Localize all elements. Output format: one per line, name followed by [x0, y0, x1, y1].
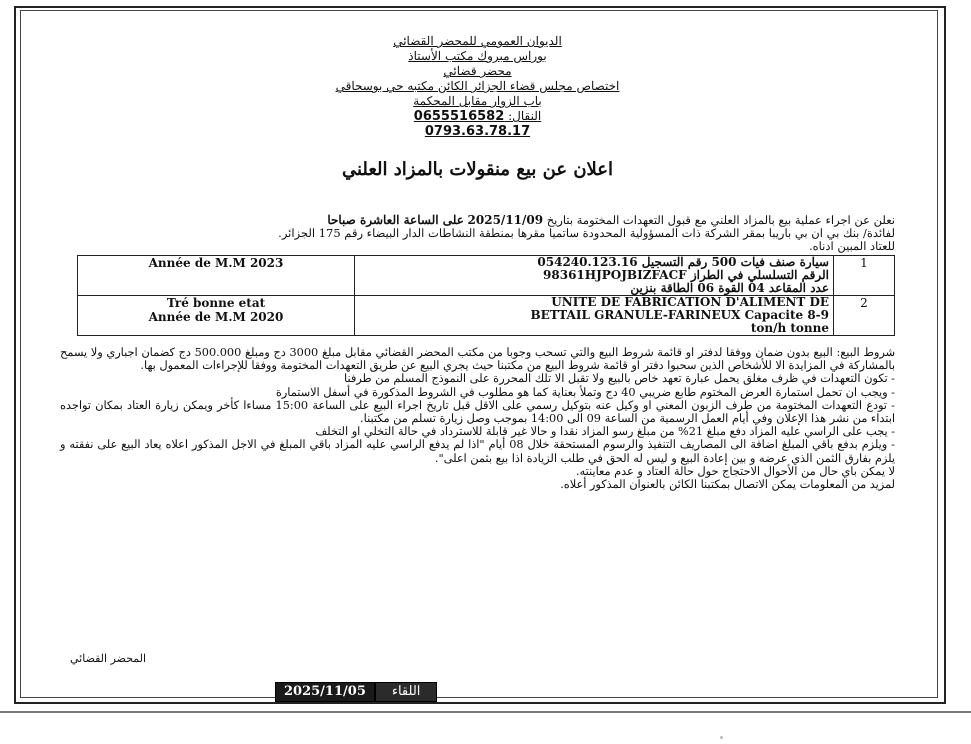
- sale-conditions: [60, 346, 895, 491]
- item-info-line: Tré bonne etat: [166, 296, 266, 310]
- item-desc-line: عدد المقاعد 04 القوة 06 الطاقة بنزين: [630, 281, 829, 295]
- scan-speck: [720, 736, 723, 739]
- intro-beneficiary: لفائدة/ بنك بي ان بي باريبا بمقر الشركة ذات المسؤولية المحدودة ساتميا مقرها بمنطقة النشاطات الدار البيضاء رقم 175 الجزائر.: [278, 226, 895, 240]
- footer-label: اللقاء: [375, 682, 438, 702]
- condition-paragraph: - تودع التعهدات المختومة من طرف الزبون المعني او وكيل عنه بتوكيل رسمي على الاقل قبل تاريخ اجراء البيع على الساعة 15:00 مساءا كأخر ويمكن زيارة العتاد بمكان تواجده ابتداء من نشر هذا الإعلان وفي أيام العمل الرسمية من الساعة 09 الى 14:00 بموجب وصل زيارة تسلم من مكتبنا.: [60, 398, 895, 426]
- item-desc-line: BETTAIL GRANULE-FARINEUX Capacite 8-9: [530, 308, 829, 322]
- table-row: [78, 256, 895, 296]
- item-info-line: Année de M.M 2023: [148, 256, 284, 270]
- item-desc-line: ton/h tonne: [750, 321, 829, 335]
- footer-date: 2025/11/05: [275, 682, 375, 702]
- item-info: [78, 256, 355, 296]
- header-line-office: الديوان العمومي للمحضر القضائي: [393, 34, 562, 48]
- item-info: [78, 296, 355, 336]
- intro-text-before-date: نعلن عن اجراء عملية بيع بالمزاد العلني مع قبول التعهدات المختومة بتاريخ: [546, 213, 895, 227]
- item-desc-line: سيارة صنف فيات 500 رقم التسجيل 054240.123.16: [537, 255, 829, 269]
- phone-label: النقال:: [508, 109, 542, 123]
- office-header: [60, 34, 895, 139]
- condition-paragraph: - ويجب ان تحمل استمارة العرض المختوم طابع ضريبي 40 دج وتملأ بعناية كما هو مطلوب في الشروط المذكورة في أسفل الاستمارة: [275, 385, 895, 399]
- bottom-divider: [0, 711, 971, 713]
- condition-paragraph: لمزيد من المعلومات يمكن الاتصال بمكتبنا الكائن بالعنوان المذكور أعلاه.: [560, 478, 895, 492]
- table-row: [78, 296, 895, 336]
- item-desc-line: UNITE DE FABRICATION D'ALIMENT DE: [551, 295, 829, 309]
- header-line-title: محضر قضائي: [443, 64, 512, 78]
- bailiff-signature: المحضر القضائي: [70, 652, 147, 665]
- item-index: 2: [834, 296, 895, 336]
- header-line-address: باب الزوار مقابل المحكمة: [413, 94, 542, 108]
- phone-number-2: 0793.63.78.17: [424, 124, 531, 139]
- item-info-line: Année de M.M 2020: [148, 310, 284, 324]
- item-index: 1: [834, 256, 895, 296]
- condition-paragraph: لا يمكن باي حال من الأحوال الاحتجاج حول حالة العتاد و عدم معاينته.: [575, 464, 895, 478]
- item-description: [355, 256, 834, 296]
- condition-paragraph: - تكون التعهدات في ظرف مغلق يحمل عبارة تعهد خاص بالبيع ولا تقبل الا تلك المحررة على النموذج المسلم من طرفنا: [344, 372, 895, 386]
- intro-text-after-date: على الساعة العاشرة صباحا: [327, 213, 464, 227]
- items-table: [77, 255, 895, 336]
- intro-paragraph: [60, 214, 895, 253]
- footer-bar: [275, 682, 441, 702]
- item-desc-line: الرقم التسلسلي في الطراز 98361HJPOJBIZFACF: [543, 268, 829, 282]
- header-phone-line: [60, 109, 895, 124]
- announcement-page: [60, 34, 895, 491]
- sale-date: 2025/11/09: [467, 213, 544, 227]
- item-description: [355, 296, 834, 336]
- intro-equipment-note: للعتاد المبين ادناه.: [808, 239, 895, 253]
- announcement-title: اعلان عن بيع منقولات بالمزاد العلني: [341, 159, 614, 180]
- header-line-jurisdiction: اختصاص مجلس قضاء الجزائر الكائن مكتبه حي بوسحاقي: [335, 79, 620, 93]
- phone-number-1: 0655516582: [413, 109, 505, 124]
- header-line-name: بوراس مبروك مكتب الأستاذ: [408, 49, 547, 63]
- condition-paragraph: - يجب على الراسي عليه المزاد دفع مبلغ 21% من مبلغ رسو المزاد نقدا و حالا غير قابلة للاسترداد في حالة التخلي او التخلف: [315, 425, 895, 439]
- condition-paragraph: شروط البيع: البيع بدون ضمان ووفقا لدفتر او قائمة شروط البيع والتي تسحب وجوبا من مكتب المحضر القضائي مقابل مبلغ 3000 دج ومبلغ 500.000 دج كضمان اجباري ولا يسمح بالمشاركة في المزايدة الا للأشخاص الذين سحبوا دفتر او قائمة شروط البيع من مكتبنا حيث يجري البيع عن طريق التعهدات المختومة ووفقا للإجراءات المعمول بها.: [60, 346, 896, 373]
- condition-paragraph: - ويلزم بدفع باقي المبلغ اضافة الى المصاريف التنفيذ والرسوم المستحقة خلال 08 أيام "اذا لم يدفع الراسي عليه المزاد باقي المبلغ في الاجل المذكور اعلاه يعاد البيع على نفقته و يلزم بفارق الثمن الذي عرضه و بين إعادة البيع و ليس له الحق في طلب الزيادة اذا بيع بثمن اعلى".: [60, 438, 895, 465]
